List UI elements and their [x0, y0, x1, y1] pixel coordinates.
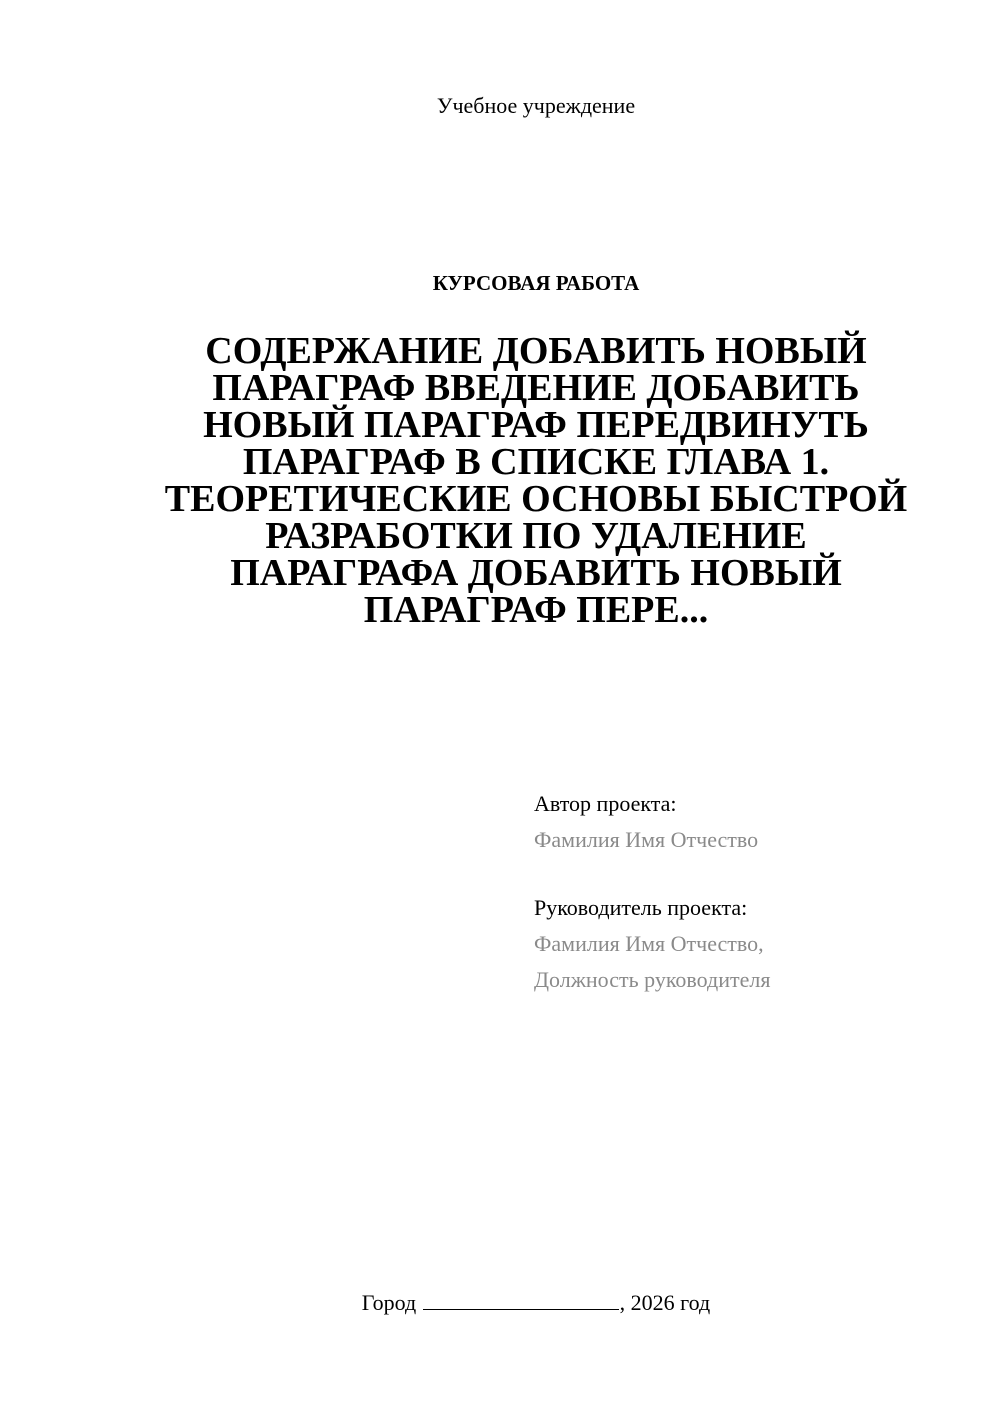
author-name: Фамилия Имя Отчество — [534, 827, 759, 852]
work-type-heading: КУРСОВАЯ РАБОТА — [432, 271, 640, 295]
city-label: Город — [361, 1290, 417, 1315]
supervisor-label: Руководитель проекта: — [534, 895, 748, 920]
supervisor-position: Должность руководителя — [534, 967, 771, 992]
institution-name: Учебное учреждение — [436, 93, 636, 118]
work-title: СОДЕРЖАНИЕ ДОБАВИТЬ НОВЫЙ ПАРАГРАФ ВВЕДЕНИЕ ДОБАВИТЬ НОВЫЙ ПАРАГРАФ ПЕРЕДВИНУТЬ ПАРАГРАФ В СПИСКЕ ГЛАВА 1. ТЕОРЕТИЧЕСКИЕ ОСНОВЫ БЫСТРОЙ РАЗРАБОТКИ ПО УДАЛЕНИЕ ПАРАГРАФА ДОБАВИТЬ НОВЫЙ ПАРАГРАФ ПЕРЕ... — [164, 330, 908, 631]
supervisor-block — [534, 890, 974, 998]
footer-city-year — [0, 1288, 1000, 1318]
supervisor-name: Фамилия Имя Отчество, — [534, 931, 764, 956]
city-blank-line — [423, 1289, 619, 1310]
author-label: Автор проекта: — [534, 791, 677, 816]
year-text: , 2026 год — [619, 1290, 711, 1315]
author-block — [534, 786, 974, 858]
